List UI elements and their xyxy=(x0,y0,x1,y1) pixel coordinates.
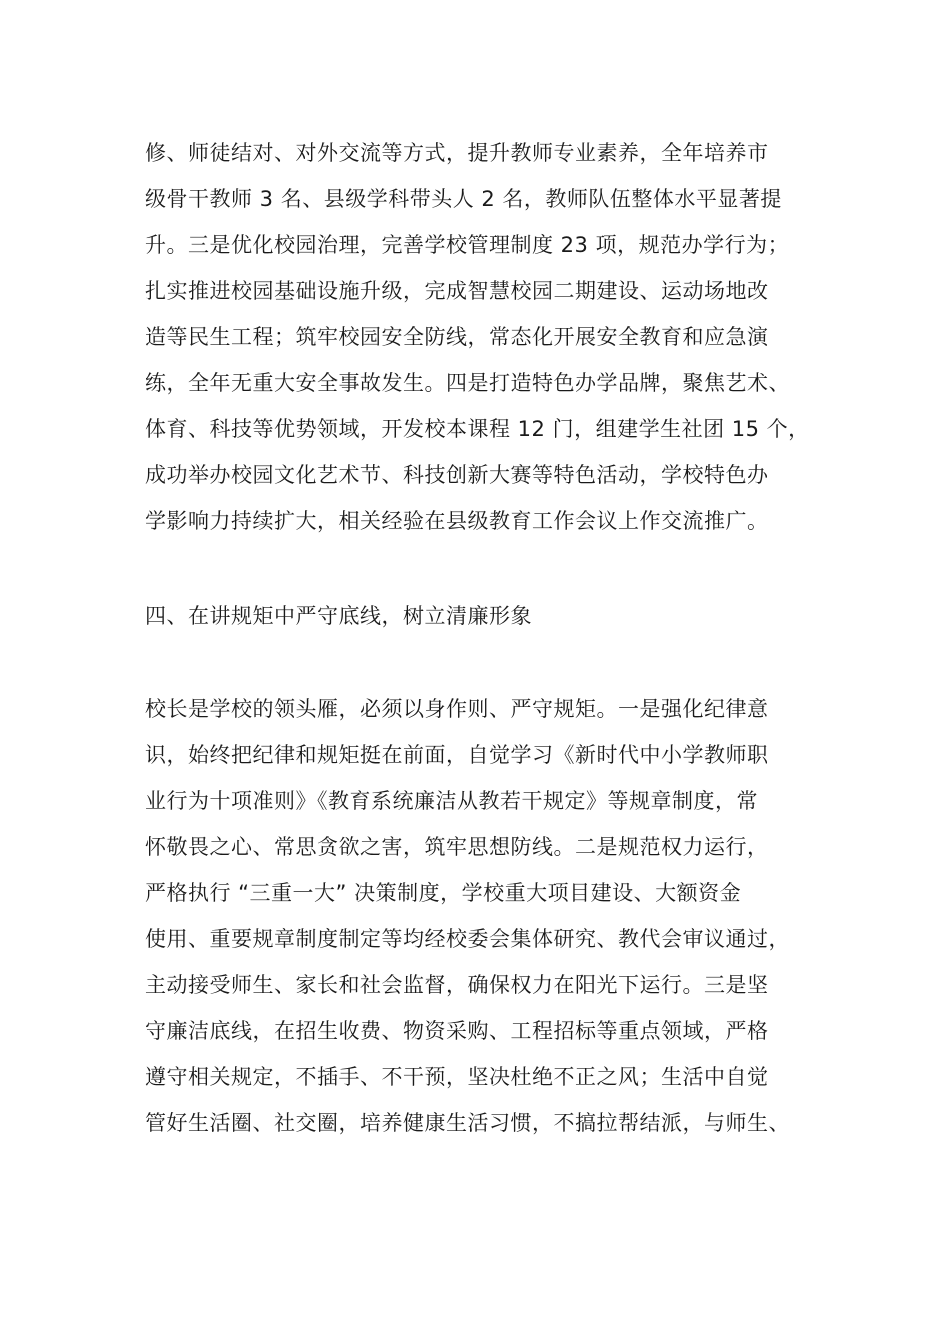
paragraph-line: 修、师徒结对、对外交流等方式，提升教师专业素养，全年培养市 xyxy=(145,141,769,165)
paragraph-line: 守廉洁底线，在招生收费、物资采购、工程招标等重点领域，严格 xyxy=(145,1019,769,1043)
paragraph-line: 识，始终把纪律和规矩挺在前面，自觉学习《新时代中小学教师职 xyxy=(145,743,769,767)
paragraph-line: 怀敬畏之心、常思贪欲之害，筑牢思想防线。二是规范权力运行， xyxy=(145,835,769,859)
paragraph-line: 学影响力持续扩大，相关经验在县级教育工作会议上作交流推广。 xyxy=(145,509,769,533)
paragraph-line: 成功举办校园文化艺术节、科技创新大赛等特色活动，学校特色办 xyxy=(145,463,769,487)
section-heading: 四、在讲规矩中严守底线，树立清廉形象 xyxy=(145,604,532,628)
paragraph-line: 管好生活圈、社交圈，培养健康生活习惯，不搞拉帮结派，与师生、 xyxy=(145,1111,790,1135)
paragraph-line: 主动接受师生、家长和社会监督，确保权力在阳光下运行。三是坚 xyxy=(145,973,769,997)
paragraph-line: 业行为十项准则》《教育系统廉洁从教若干规定》等规章制度，常 xyxy=(145,789,758,813)
paragraph-line: 遵守相关规定，不插手、不干预，坚决杜绝不正之风；生活中自觉 xyxy=(145,1065,769,1089)
paragraph-line: 使用、重要规章制度制定等均经校委会集体研究、教代会审议通过， xyxy=(145,927,790,951)
paragraph-line: 校长是学校的领头雁，必须以身作则、严守规矩。一是强化纪律意 xyxy=(145,697,769,721)
paragraph-line: 练，全年无重大安全事故发生。四是打造特色办学品牌，聚焦艺术、 xyxy=(145,371,790,395)
paragraph-line: 扎实推进校园基础设施升级，完成智慧校园二期建设、运动场地改 xyxy=(145,279,769,303)
paragraph-line: 造等民生工程；筑牢校园安全防线，常态化开展安全教育和应急演 xyxy=(145,325,769,349)
paragraph-line: 级骨干教师 3 名、县级学科带头人 2 名，教师队伍整体水平显著提 xyxy=(145,187,782,211)
paragraph-line: 升。三是优化校园治理，完善学校管理制度 23 项，规范办学行为； xyxy=(145,233,790,257)
paragraph-line: 体育、科技等优势领域，开发校本课程 12 门，组建学生社团 15 个， xyxy=(145,417,810,441)
paragraph-line: 严格执行 “三重一大” 决策制度，学校重大项目建设、大额资金 xyxy=(145,881,742,905)
